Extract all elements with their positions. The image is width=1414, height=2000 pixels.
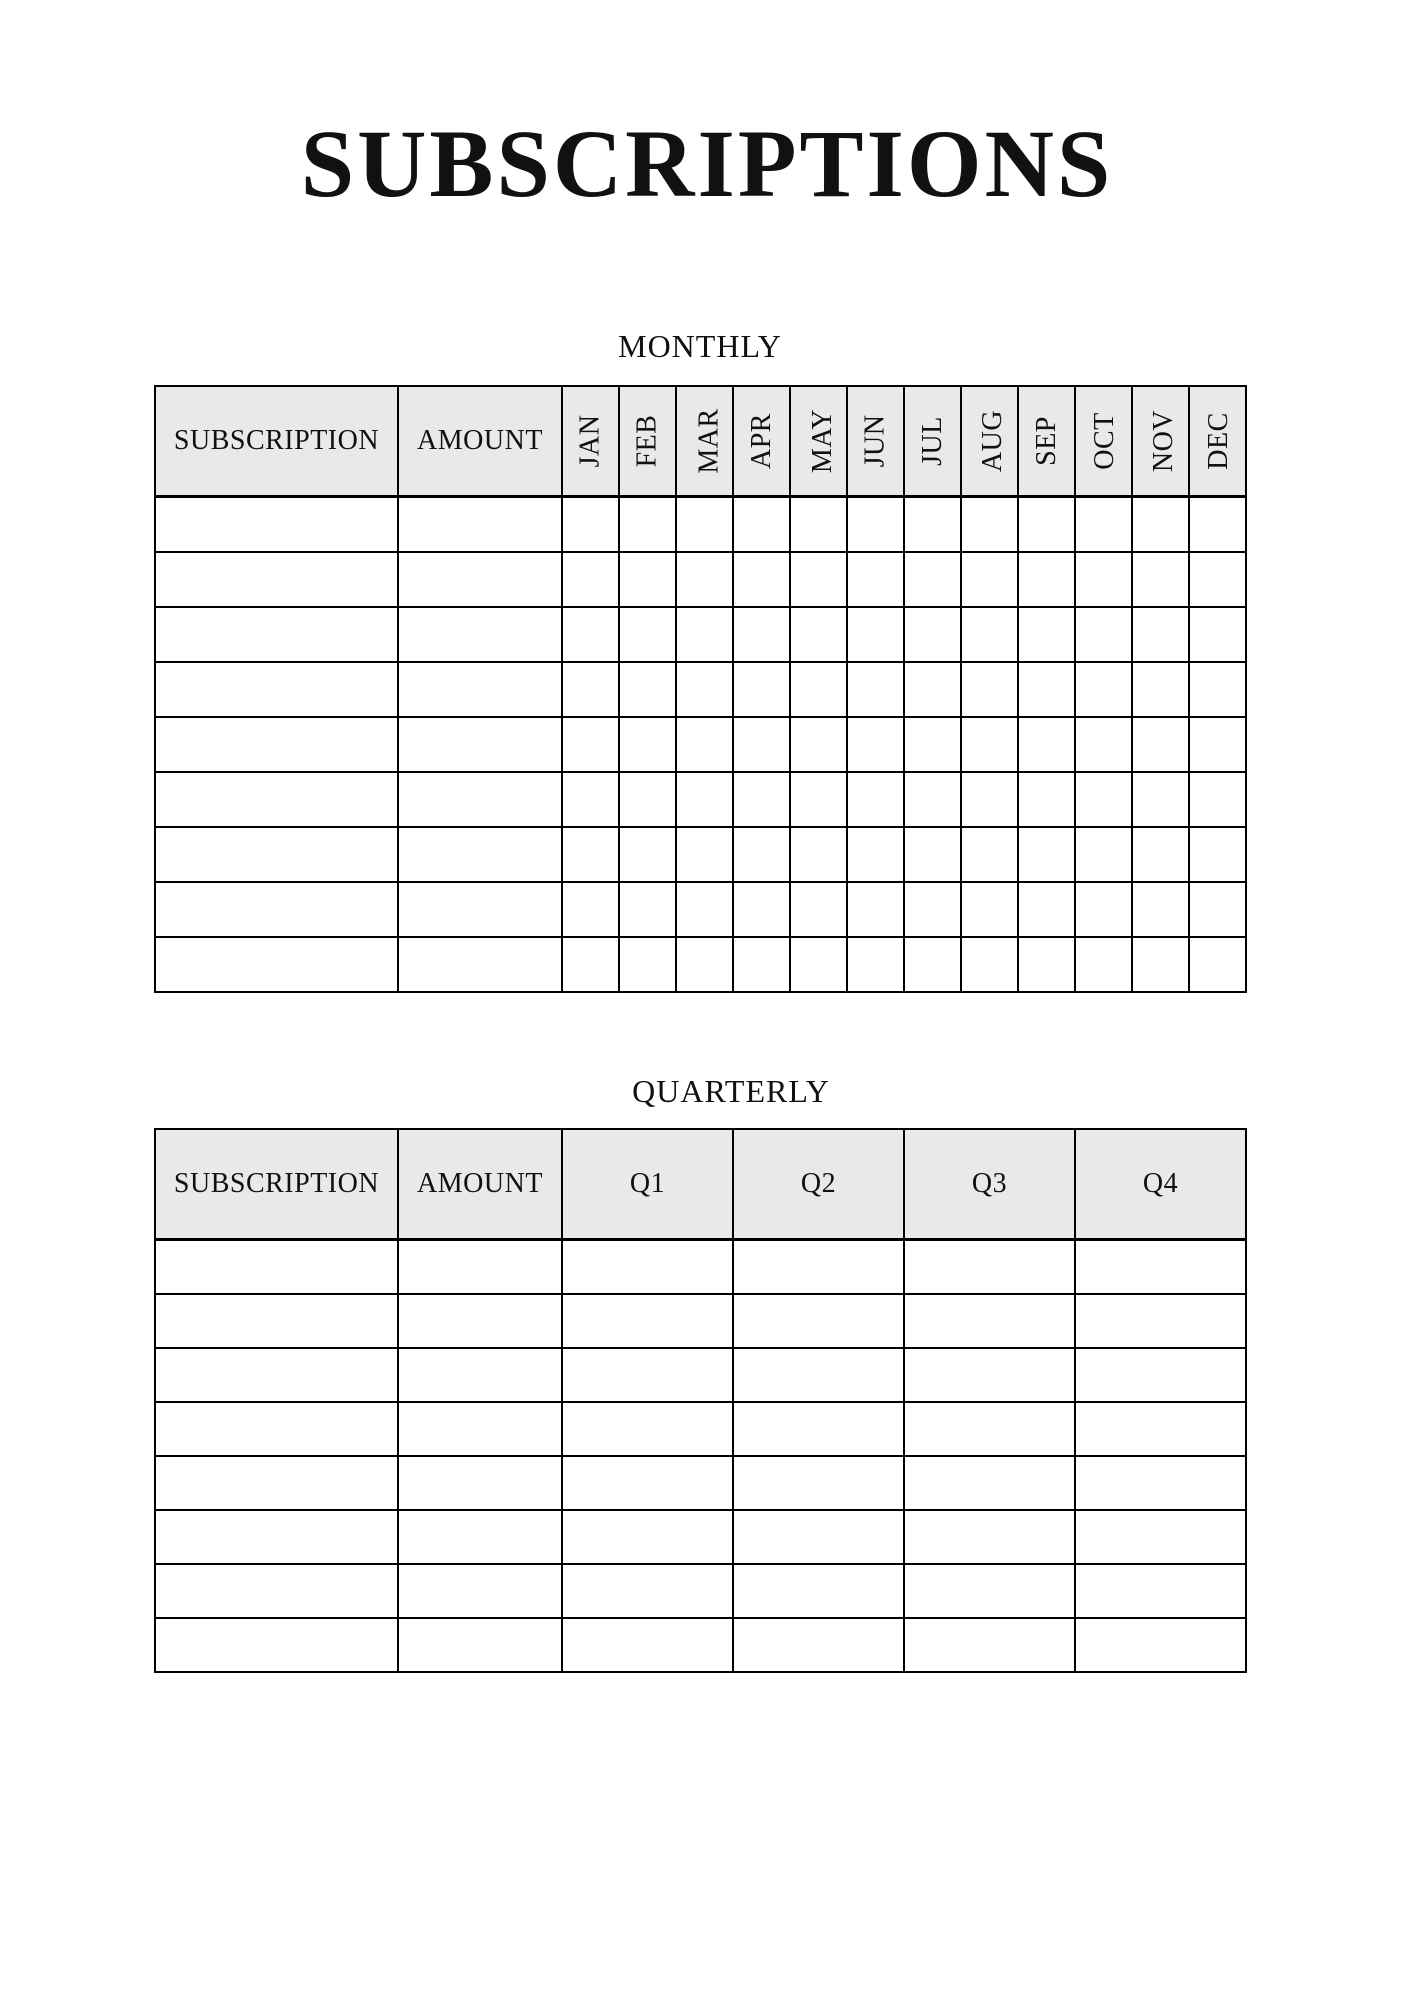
monthly-empty-cell [676, 772, 733, 827]
quarterly-empty-cell [155, 1510, 398, 1564]
monthly-empty-cell [847, 717, 904, 772]
monthly-empty-cell [398, 937, 562, 992]
month-header-aug [961, 386, 1018, 497]
quarterly-row [155, 1348, 1246, 1402]
month-label: OCT [1088, 412, 1120, 470]
monthly-empty-cell [1189, 552, 1246, 607]
month-header-jun [847, 386, 904, 497]
monthly-empty-cell [155, 497, 398, 553]
monthly-empty-cell [1075, 772, 1132, 827]
monthly-row [155, 882, 1246, 937]
monthly-amount-header: AMOUNT [398, 386, 562, 497]
quarterly-empty-cell [398, 1456, 562, 1510]
monthly-row [155, 827, 1246, 882]
quarterly-empty-cell [155, 1348, 398, 1402]
quarter-header-q1 [562, 1129, 733, 1240]
monthly-empty-cell [1189, 882, 1246, 937]
monthly-empty-cell [790, 717, 847, 772]
monthly-empty-cell [961, 772, 1018, 827]
monthly-empty-cell [1132, 717, 1189, 772]
quarterly-empty-cell [1075, 1240, 1246, 1295]
monthly-row [155, 772, 1246, 827]
monthly-empty-cell [398, 497, 562, 553]
monthly-empty-cell [1075, 827, 1132, 882]
monthly-empty-cell [1075, 662, 1132, 717]
monthly-empty-cell [619, 882, 676, 937]
monthly-empty-cell [790, 607, 847, 662]
monthly-table [154, 385, 1247, 993]
monthly-empty-cell [961, 827, 1018, 882]
monthly-empty-cell [790, 937, 847, 992]
quarterly-empty-cell [1075, 1618, 1246, 1672]
quarterly-header-row [155, 1129, 1246, 1240]
monthly-empty-cell [1132, 662, 1189, 717]
quarterly-empty-cell [398, 1240, 562, 1295]
monthly-empty-cell [1075, 937, 1132, 992]
monthly-empty-cell [155, 772, 398, 827]
monthly-empty-cell [961, 552, 1018, 607]
monthly-empty-cell [1189, 607, 1246, 662]
quarterly-row [155, 1618, 1246, 1672]
monthly-empty-cell [904, 717, 961, 772]
monthly-empty-cell [790, 772, 847, 827]
month-label: JUL [916, 416, 948, 466]
monthly-empty-cell [1018, 772, 1075, 827]
monthly-empty-cell [619, 717, 676, 772]
monthly-row [155, 552, 1246, 607]
month-label: FEB [631, 414, 663, 468]
month-header-dec [1189, 386, 1246, 497]
quarterly-empty-cell [904, 1510, 1075, 1564]
month-header-jul [904, 386, 961, 497]
monthly-empty-cell [1018, 552, 1075, 607]
quarterly-empty-cell [155, 1564, 398, 1618]
quarterly-empty-cell [904, 1456, 1075, 1510]
quarter-header-q2 [733, 1129, 904, 1240]
quarterly-row [155, 1240, 1246, 1295]
monthly-empty-cell [1132, 497, 1189, 553]
monthly-empty-cell [398, 607, 562, 662]
monthly-empty-cell [733, 937, 790, 992]
monthly-empty-cell [1132, 607, 1189, 662]
monthly-empty-cell [562, 607, 619, 662]
quarterly-empty-cell [904, 1402, 1075, 1456]
monthly-empty-cell [1075, 882, 1132, 937]
monthly-empty-cell [155, 607, 398, 662]
monthly-header-row [155, 386, 1246, 497]
monthly-empty-cell [398, 772, 562, 827]
quarter-label: Q3 [971, 1168, 1008, 1199]
quarterly-empty-cell [562, 1240, 733, 1295]
monthly-empty-cell [847, 662, 904, 717]
monthly-empty-cell [619, 662, 676, 717]
quarterly-section-title: QUARTERLY [632, 1073, 830, 1109]
monthly-empty-cell [733, 662, 790, 717]
quarterly-empty-cell [562, 1618, 733, 1672]
monthly-empty-cell [790, 552, 847, 607]
monthly-empty-cell [1018, 827, 1075, 882]
monthly-empty-cell [676, 497, 733, 553]
quarterly-row [155, 1402, 1246, 1456]
monthly-empty-cell [398, 882, 562, 937]
month-label: SEP [1030, 416, 1062, 466]
month-label: JUN [859, 414, 891, 468]
quarterly-empty-cell [1075, 1564, 1246, 1618]
monthly-empty-cell [1018, 497, 1075, 553]
monthly-empty-cell [847, 607, 904, 662]
monthly-empty-cell [676, 552, 733, 607]
monthly-empty-cell [398, 717, 562, 772]
quarterly-empty-cell [1075, 1294, 1246, 1348]
quarterly-empty-cell [1075, 1510, 1246, 1564]
monthly-empty-cell [1189, 937, 1246, 992]
monthly-empty-cell [1018, 717, 1075, 772]
monthly-subscription-header: SUBSCRIPTION [155, 386, 398, 497]
monthly-empty-cell [904, 552, 961, 607]
quarterly-empty-cell [733, 1618, 904, 1672]
monthly-empty-cell [847, 882, 904, 937]
monthly-empty-cell [398, 827, 562, 882]
monthly-empty-cell [904, 882, 961, 937]
quarterly-empty-cell [733, 1564, 904, 1618]
monthly-empty-cell [619, 552, 676, 607]
monthly-empty-cell [398, 662, 562, 717]
monthly-empty-cell [155, 662, 398, 717]
monthly-empty-cell [619, 937, 676, 992]
monthly-empty-cell [847, 772, 904, 827]
monthly-empty-cell [733, 827, 790, 882]
quarterly-amount-header: AMOUNT [398, 1129, 562, 1240]
quarterly-empty-cell [562, 1456, 733, 1510]
quarterly-empty-cell [904, 1240, 1075, 1295]
monthly-empty-cell [790, 882, 847, 937]
monthly-empty-cell [1189, 717, 1246, 772]
monthly-empty-cell [961, 662, 1018, 717]
monthly-empty-cell [676, 882, 733, 937]
quarterly-row [155, 1456, 1246, 1510]
monthly-section-title: MONTHLY [618, 328, 782, 364]
monthly-row [155, 937, 1246, 992]
monthly-empty-cell [1018, 937, 1075, 992]
monthly-empty-cell [1075, 552, 1132, 607]
quarterly-empty-cell [398, 1348, 562, 1402]
quarterly-empty-cell [155, 1402, 398, 1456]
quarterly-empty-cell [904, 1618, 1075, 1672]
quarterly-empty-cell [733, 1456, 904, 1510]
monthly-empty-cell [733, 772, 790, 827]
monthly-empty-cell [733, 882, 790, 937]
page-title: SUBSCRIPTIONS [300, 110, 1114, 217]
month-header-mar [676, 386, 733, 497]
quarterly-empty-cell [733, 1402, 904, 1456]
monthly-empty-cell [847, 937, 904, 992]
monthly-empty-cell [904, 497, 961, 553]
monthly-empty-cell [398, 552, 562, 607]
monthly-empty-cell [904, 607, 961, 662]
quarter-header-q3 [904, 1129, 1075, 1240]
quarterly-empty-cell [155, 1294, 398, 1348]
monthly-empty-cell [1132, 937, 1189, 992]
monthly-row [155, 662, 1246, 717]
monthly-empty-cell [676, 717, 733, 772]
monthly-empty-cell [1132, 772, 1189, 827]
monthly-empty-cell [733, 607, 790, 662]
month-header-apr [733, 386, 790, 497]
monthly-empty-cell [676, 662, 733, 717]
monthly-empty-cell [155, 552, 398, 607]
quarterly-empty-cell [904, 1348, 1075, 1402]
month-header-may [790, 386, 847, 497]
monthly-empty-cell [676, 827, 733, 882]
monthly-empty-cell [1132, 827, 1189, 882]
monthly-empty-cell [562, 662, 619, 717]
monthly-empty-cell [619, 827, 676, 882]
monthly-empty-cell [733, 497, 790, 553]
monthly-empty-cell [847, 497, 904, 553]
monthly-empty-cell [1132, 552, 1189, 607]
quarter-label: Q1 [629, 1168, 666, 1199]
quarterly-table-body [155, 1240, 1246, 1673]
month-label: APR [745, 413, 777, 469]
monthly-row [155, 497, 1246, 553]
month-label: MAR [693, 408, 725, 474]
quarterly-empty-cell [733, 1240, 904, 1295]
quarterly-empty-cell [562, 1294, 733, 1348]
monthly-empty-cell [676, 607, 733, 662]
quarterly-empty-cell [1075, 1456, 1246, 1510]
quarterly-empty-cell [733, 1294, 904, 1348]
month-label: DEC [1202, 412, 1234, 470]
quarterly-empty-cell [733, 1348, 904, 1402]
monthly-empty-cell [961, 497, 1018, 553]
month-header-jan [562, 386, 619, 497]
quarterly-empty-cell [398, 1564, 562, 1618]
monthly-empty-cell [562, 827, 619, 882]
quarterly-empty-cell [562, 1402, 733, 1456]
monthly-empty-cell [1075, 497, 1132, 553]
monthly-empty-cell [790, 662, 847, 717]
quarterly-empty-cell [155, 1456, 398, 1510]
monthly-empty-cell [847, 552, 904, 607]
quarterly-table [154, 1128, 1247, 1673]
quarterly-empty-cell [398, 1294, 562, 1348]
monthly-empty-cell [562, 717, 619, 772]
monthly-empty-cell [619, 607, 676, 662]
quarterly-subscription-header: SUBSCRIPTION [155, 1129, 398, 1240]
monthly-empty-cell [904, 772, 961, 827]
monthly-empty-cell [155, 882, 398, 937]
monthly-empty-cell [904, 937, 961, 992]
quarterly-empty-cell [562, 1348, 733, 1402]
monthly-empty-cell [562, 772, 619, 827]
monthly-empty-cell [562, 882, 619, 937]
quarterly-empty-cell [398, 1402, 562, 1456]
quarter-label: Q2 [800, 1168, 837, 1199]
monthly-empty-cell [1018, 607, 1075, 662]
monthly-empty-cell [904, 827, 961, 882]
monthly-empty-cell [790, 497, 847, 553]
quarterly-empty-cell [904, 1294, 1075, 1348]
monthly-empty-cell [1189, 827, 1246, 882]
month-header-sep [1018, 386, 1075, 497]
quarterly-row [155, 1294, 1246, 1348]
monthly-empty-cell [1075, 607, 1132, 662]
monthly-empty-cell [961, 937, 1018, 992]
monthly-empty-cell [904, 662, 961, 717]
quarterly-row [155, 1510, 1246, 1564]
monthly-empty-cell [1018, 662, 1075, 717]
quarter-label: Q4 [1142, 1168, 1179, 1199]
monthly-empty-cell [1189, 662, 1246, 717]
monthly-empty-cell [847, 827, 904, 882]
month-header-oct [1075, 386, 1132, 497]
monthly-empty-cell [733, 552, 790, 607]
quarterly-empty-cell [155, 1618, 398, 1672]
quarterly-empty-cell [1075, 1348, 1246, 1402]
month-label: JAN [574, 414, 606, 468]
quarterly-empty-cell [155, 1240, 398, 1295]
monthly-empty-cell [1132, 882, 1189, 937]
quarter-header-q4 [1075, 1129, 1246, 1240]
monthly-empty-cell [733, 717, 790, 772]
quarterly-empty-cell [398, 1618, 562, 1672]
monthly-empty-cell [562, 497, 619, 553]
monthly-empty-cell [676, 937, 733, 992]
monthly-empty-cell [1075, 717, 1132, 772]
quarterly-empty-cell [733, 1510, 904, 1564]
monthly-empty-cell [155, 937, 398, 992]
month-label: AUG [977, 409, 1009, 473]
monthly-empty-cell [155, 717, 398, 772]
monthly-empty-cell [562, 552, 619, 607]
monthly-empty-cell [155, 827, 398, 882]
monthly-empty-cell [961, 882, 1018, 937]
monthly-empty-cell [961, 717, 1018, 772]
monthly-empty-cell [961, 607, 1018, 662]
quarterly-empty-cell [904, 1564, 1075, 1618]
quarterly-row [155, 1564, 1246, 1618]
monthly-empty-cell [619, 497, 676, 553]
monthly-empty-cell [1018, 882, 1075, 937]
monthly-empty-cell [1189, 497, 1246, 553]
monthly-empty-cell [790, 827, 847, 882]
monthly-empty-cell [1189, 772, 1246, 827]
quarterly-empty-cell [562, 1564, 733, 1618]
quarterly-empty-cell [1075, 1402, 1246, 1456]
monthly-table-body [155, 497, 1246, 993]
quarterly-empty-cell [562, 1510, 733, 1564]
monthly-empty-cell [619, 772, 676, 827]
month-label: NOV [1148, 409, 1180, 473]
month-header-feb [619, 386, 676, 497]
month-header-nov [1132, 386, 1189, 497]
monthly-row [155, 607, 1246, 662]
monthly-row [155, 717, 1246, 772]
quarterly-empty-cell [398, 1510, 562, 1564]
month-label: MAY [807, 408, 839, 474]
monthly-empty-cell [562, 937, 619, 992]
